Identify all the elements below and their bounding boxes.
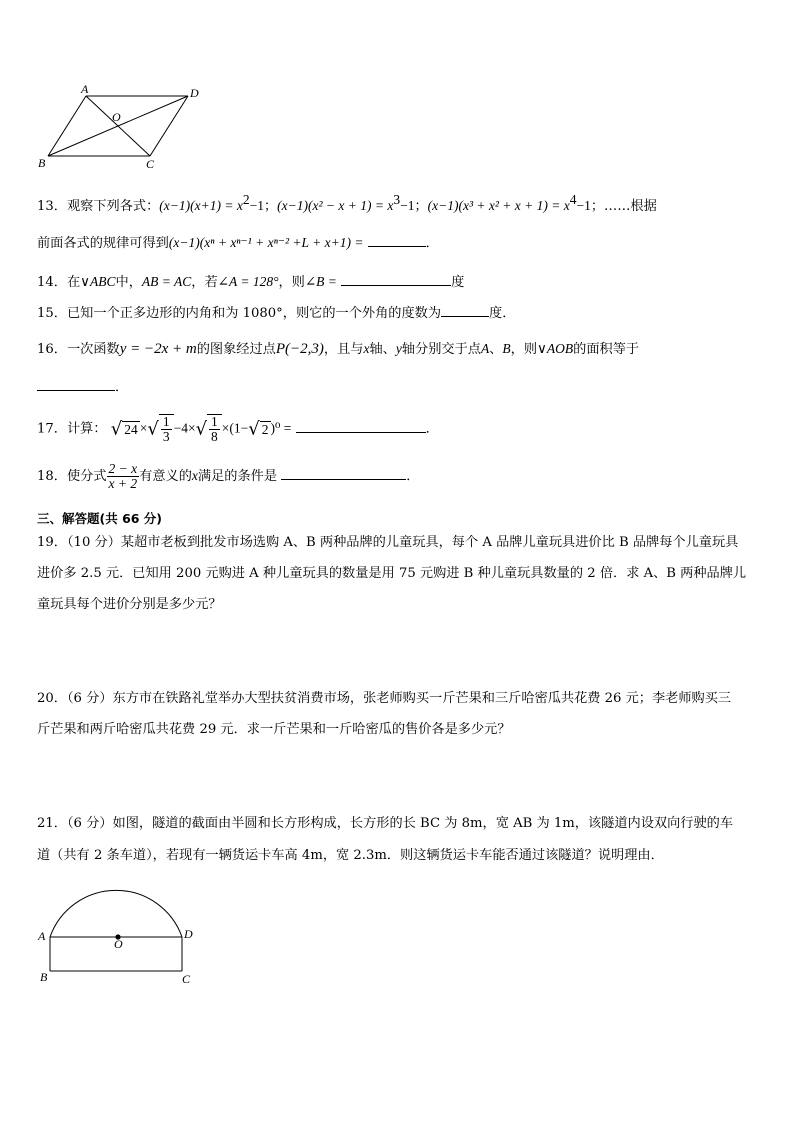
q14-number: 14． — [37, 275, 67, 290]
q17-answer-blank[interactable] — [296, 420, 426, 433]
q13-expr3-tail: −1 — [576, 198, 591, 213]
question-14 — [37, 271, 464, 290]
q13-sep2: ； — [414, 199, 428, 214]
q18-text3: 满足的条件是 — [197, 469, 278, 484]
q13-expr2: (x−1)(x² − x + 1) = x — [277, 198, 394, 213]
sqrt-symbol-1: √ — [110, 418, 123, 440]
tunnel-label-B: B — [40, 970, 48, 984]
q15-answer-blank[interactable] — [441, 304, 489, 317]
question-19-line2: 进价多 2.5 元．已知用 200 元购进 A 种儿童玩具的数量是用 75 元购进 B 种儿童玩具数量的 2 倍．求 A、B 两种品牌儿 — [37, 566, 747, 581]
q17-fraction-1 — [159, 414, 174, 444]
sqrt-symbol-4: √ — [248, 418, 260, 440]
q17-radicand-2: 2 — [261, 421, 269, 437]
q13-expr3: (x−1)(x³ + x² + x + 1) = x — [427, 198, 570, 213]
label-O: O — [112, 110, 121, 124]
q16-text2: 的图象经过点 — [196, 342, 276, 357]
q15-unit: 度． — [489, 306, 516, 321]
q13-expr3-sup: 4 — [569, 192, 577, 207]
q18-number: 18． — [37, 469, 67, 484]
q13-expr2-sup: 3 — [393, 192, 401, 207]
q16-answer-blank[interactable] — [37, 378, 115, 391]
q17-text: 计算： — [66, 421, 107, 437]
sqrt-symbol-2: √ — [147, 418, 159, 440]
q16-text6: 、 — [489, 342, 503, 357]
q13-line2-expr: (x−1)(xⁿ + xⁿ⁻¹ + xⁿ⁻² +L + x+1) = — [168, 235, 364, 250]
question-19-line1: 19．（10 分）某超市老板到批发市场选购 A、B 两种品牌的儿童玩具，每个 A 品牌儿童玩具进价比 B 品牌每个儿童玩具 — [37, 535, 739, 550]
q16-text8: 的面积等于 — [573, 342, 640, 357]
q15-text: 已知一个正多边形的内角和为 1080°，则它的一个外角的度数为 — [66, 306, 442, 321]
q18-end: ． — [406, 469, 420, 484]
q13-suffix: ；……根据 — [590, 199, 657, 214]
question-21-line1: 21．（6 分）如图，隧道的截面由半圆和长方形构成，长方形的长 BC 为 8m，宽 AB 为 1m，该隧道内设双向行驶的车 — [37, 816, 734, 831]
q18-var: x — [191, 468, 198, 483]
q14-angle: ∠A = 128° — [217, 274, 279, 289]
q13-answer-blank[interactable] — [368, 234, 426, 247]
q16-y-axis: y — [395, 341, 402, 356]
question-16 — [37, 338, 639, 358]
q14-triangle: ∨ABC — [80, 274, 116, 289]
question-20-line1: 20．（6 分）东方市在铁路礼堂举办大型扶贫消费市场，张老师购买一斤芒果和三斤哈密瓜共花费 26 元；李老师购买三 — [37, 691, 732, 706]
q13-line2-prefix: 前面各式的规律可得到 — [37, 236, 169, 251]
sqrt-symbol-3: √ — [195, 418, 208, 440]
tunnel-label-D: D — [184, 927, 193, 941]
q17-fraction-2 — [207, 414, 222, 444]
q18-fraction — [107, 462, 140, 491]
q14-text2: 中， — [115, 275, 142, 290]
section-3-title: 三、解答题(共 66 分) — [37, 511, 163, 526]
question-13-line2 — [37, 232, 439, 251]
q16-point-A: A — [480, 341, 490, 356]
parallelogram-figure — [30, 80, 210, 175]
tunnel-label-A: A — [38, 929, 46, 943]
q13-expr2-tail: −1 — [400, 198, 415, 213]
q17-times: × — [139, 420, 148, 436]
q16-text5: 轴分别交于点 — [401, 342, 481, 357]
q16-end: ． — [115, 380, 129, 395]
question-16-line2 — [37, 376, 128, 395]
label-C: C — [146, 157, 155, 171]
q17-f2-numerator: 1 — [211, 414, 218, 429]
q17-number: 17． — [37, 421, 67, 437]
q17-tail: ×(1− — [221, 420, 249, 436]
q17-f1-denominator: 3 — [162, 429, 170, 444]
q13-end: ． — [425, 236, 439, 251]
q16-number: 16． — [37, 342, 67, 357]
q13-expr1-tail: −1 — [249, 198, 264, 213]
question-18 — [37, 462, 419, 491]
q18-answer-blank[interactable] — [281, 467, 406, 480]
q13-expr1: (x−1)(x+1) = x — [159, 198, 243, 213]
question-17 — [37, 414, 439, 444]
q18-text2: 有意义的 — [139, 469, 192, 484]
label-D: D — [190, 86, 199, 100]
q13-number: 13． — [37, 199, 67, 214]
q16-text1: 一次函数 — [66, 342, 120, 357]
label-B: B — [38, 156, 46, 170]
q17-minus4: −4× — [173, 420, 196, 436]
tunnel-figure — [40, 860, 200, 980]
question-15 — [37, 302, 515, 321]
q16-function: y = −2x + m — [119, 341, 197, 357]
question-13-line1 — [37, 192, 657, 214]
q13-prefix: 观察下列各式： — [66, 199, 160, 214]
q17-f1-numerator: 1 — [162, 414, 170, 429]
q14-text4: ，则 — [278, 275, 305, 290]
question-20-line2: 斤芒果和两斤哈密瓜共花费 29 元．求一斤芒果和一斤哈密瓜的售价各是多少元？ — [37, 722, 511, 737]
question-21-line2: 道（共有 2 条车道），若现有一辆货运卡车高 4m，宽 2.3m．则这辆货运卡车能否通过该隧道？说明理由． — [37, 848, 664, 863]
label-A: A — [81, 82, 89, 96]
q16-text3: ，且与 — [323, 342, 364, 357]
q17-radicand-1: 24 — [124, 421, 138, 437]
q18-numerator: 2 − x — [108, 461, 138, 476]
tunnel-label-O: O — [114, 937, 123, 951]
q13-expr1-sup: 2 — [242, 192, 250, 207]
question-19-line3: 童玩具每个进价分别是多少元？ — [37, 597, 222, 612]
q14-text1: 在 — [66, 275, 81, 290]
q14-condition: AB = AC — [141, 274, 192, 289]
q17-tail2: )⁰ = — [270, 420, 292, 436]
q16-text4: 轴、 — [369, 342, 396, 357]
q16-point: P(−2,3) — [275, 341, 324, 357]
q15-number: 15． — [37, 306, 67, 321]
q14-text3: ，若 — [191, 275, 218, 290]
q17-f2-denominator: 8 — [211, 429, 218, 444]
q14-answer-prefix: ∠B = — [304, 274, 337, 289]
tunnel-label-C: C — [182, 972, 191, 986]
q16-x-axis: x — [363, 341, 370, 356]
q18-denominator: x + 2 — [108, 476, 138, 491]
q18-text1: 使分式 — [66, 469, 107, 484]
q16-triangle: ∨AOB — [537, 341, 574, 356]
q13-sep1: ； — [263, 199, 278, 214]
q14-answer-blank[interactable] — [341, 273, 451, 286]
q14-unit: 度 — [451, 275, 465, 290]
q16-text7: ，则 — [510, 342, 538, 357]
q17-end: ． — [425, 421, 439, 437]
q16-point-B: B — [502, 341, 511, 356]
